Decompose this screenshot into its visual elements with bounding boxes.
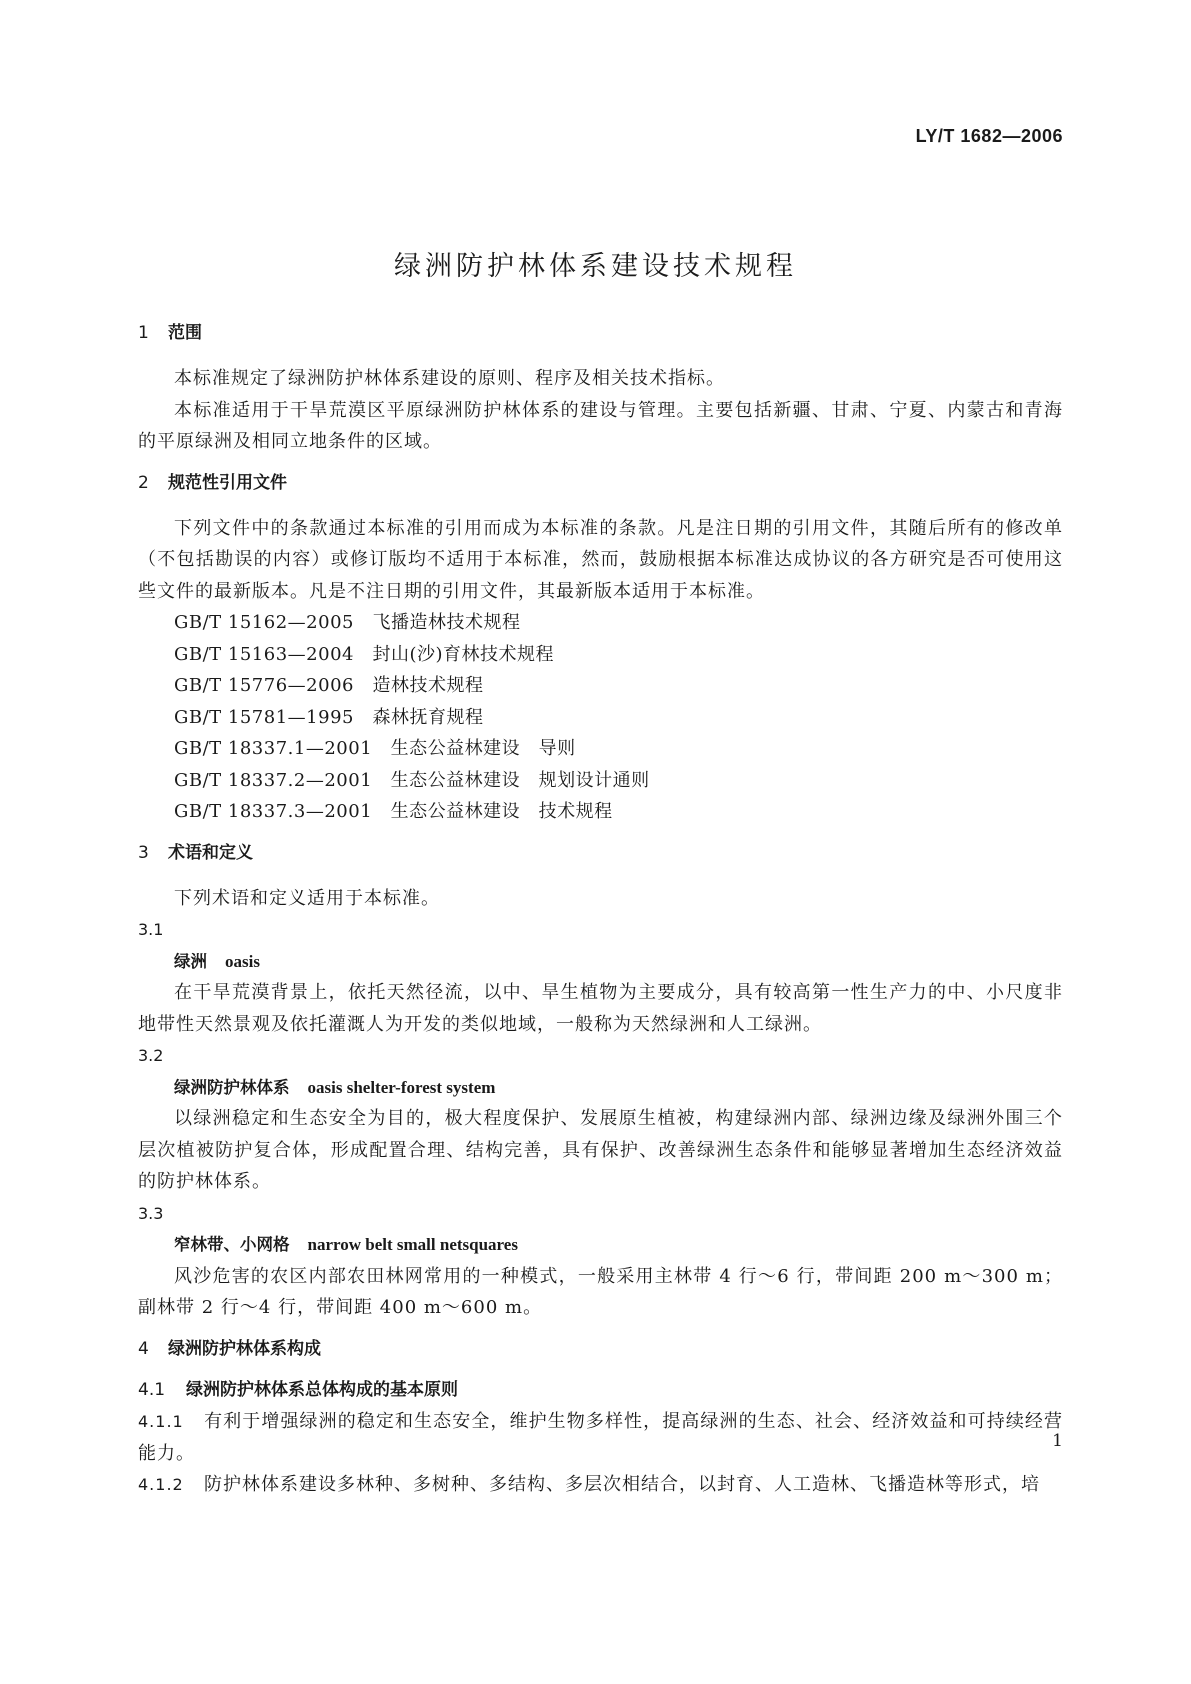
section-1-paragraph-1: 本标准规定了绿洲防护林体系建设的原则、程序及相关技术指标。 xyxy=(174,368,725,389)
reference-item xyxy=(138,670,1063,702)
clause-number: 4.1.2 xyxy=(138,1475,184,1494)
reference-title: 生态公益林建设 规划设计通则 xyxy=(390,769,650,791)
term-heading xyxy=(138,946,1063,978)
reference-item xyxy=(138,796,1063,828)
term-zh: 窄林带、小网格 xyxy=(174,1235,290,1254)
section-3-heading xyxy=(138,838,1063,869)
term-zh: 绿洲防护林体系 xyxy=(174,1077,290,1097)
term-number: 3.3 xyxy=(138,1203,164,1223)
section-title: 绿洲防护林体系构成 xyxy=(168,1338,321,1359)
clause-4-1-1 xyxy=(138,1406,1063,1469)
subsection-4-1-heading xyxy=(138,1375,1063,1407)
reference-item xyxy=(138,765,1063,797)
reference-item xyxy=(138,733,1063,765)
standard-code: LY/T 1682—2006 xyxy=(915,126,1063,146)
term-zh: 绿洲 xyxy=(174,951,207,971)
clause-text: 防护林体系建设多林种、多树种、多结构、多层次相结合，以封育、人工造林、飞播造林等形式，培 xyxy=(204,1474,1040,1495)
term-en: oasis xyxy=(225,951,260,971)
term-definition: 以绿洲稳定和生态安全为目的，极大程度保护、发展原生植被，构建绿洲内部、绿洲边缘及绿洲外围三个层次植被防护复合体，形成配置合理、结构完善，具有保护、改善绿洲生态条件和能够显著增加生态经济效益的防护林体系。 xyxy=(138,1108,1063,1192)
reference-title: 森林抚育规程 xyxy=(372,706,484,728)
reference-code: GB/T 15163—2004 xyxy=(174,643,354,665)
clause-4-1-2 xyxy=(138,1469,1063,1501)
reference-title: 封山(沙)育林技术规程 xyxy=(372,643,555,665)
subsection-title: 绿洲防护林体系总体构成的基本原则 xyxy=(186,1379,458,1400)
term-en: oasis shelter-forest system xyxy=(307,1077,496,1097)
subsection-number: 4.1 xyxy=(138,1379,166,1400)
section-title: 规范性引用文件 xyxy=(168,472,287,493)
term-heading xyxy=(138,1072,1063,1104)
section-title: 范围 xyxy=(168,323,202,343)
clause-text: 有利于增强绿洲的稳定和生态安全，维护生物多样性，提高绿洲的生态、社会、经济效益和可持续经营能力。 xyxy=(138,1411,1063,1464)
section-number: 3 xyxy=(138,842,149,863)
section-2-heading xyxy=(138,468,1063,499)
reference-title: 飞播造林技术规程 xyxy=(372,612,521,633)
term-definition: 风沙危害的农区内部农田林网常用的一种模式，一般采用主林带 4 行～6 行，带间距 200 m～300 m；副林带 2 行～4 行，带间距 400 m～600 m。 xyxy=(138,1265,1063,1318)
reference-code: GB/T 18337.2—2001 xyxy=(174,769,373,791)
reference-item xyxy=(138,639,1063,671)
reference-code: GB/T 15781—1995 xyxy=(174,706,354,728)
reference-code: GB/T 15162—2005 xyxy=(174,612,354,633)
section-1-paragraph-2: 本标准适用于干旱荒漠区平原绿洲防护林体系的建设与管理。主要包括新疆、甘肃、宁夏、内蒙古和青海的平原绿洲及相同立地条件的区域。 xyxy=(138,399,1063,452)
document-body xyxy=(138,318,1063,1501)
reference-code: GB/T 18337.3—2001 xyxy=(174,801,373,822)
section-number: 4 xyxy=(138,1338,149,1359)
term-en: narrow belt small netsquares xyxy=(307,1235,518,1254)
clause-number: 4.1.1 xyxy=(138,1412,184,1431)
section-4-heading xyxy=(138,1334,1063,1365)
section-3-intro: 下列术语和定义适用于本标准。 xyxy=(174,887,440,909)
page-number: 1 xyxy=(1052,1431,1063,1451)
term-number: 3.2 xyxy=(138,1046,164,1065)
reference-item xyxy=(138,702,1063,734)
section-number: 2 xyxy=(138,472,149,493)
term-definition: 在干旱荒漠背景上，依托天然径流，以中、旱生植物为主要成分，具有较高第一性生产力的中、小尺度非地带性天然景观及依托灌溉人为开发的类似地域，一般称为天然绿洲和人工绿洲。 xyxy=(138,982,1063,1035)
section-title: 术语和定义 xyxy=(168,842,253,863)
reference-code: GB/T 18337.1—2001 xyxy=(174,738,373,759)
section-1-heading xyxy=(138,318,1063,349)
reference-title: 造林技术规程 xyxy=(372,675,484,696)
reference-title: 生态公益林建设 技术规程 xyxy=(390,801,613,822)
reference-code: GB/T 15776—2006 xyxy=(174,675,354,696)
reference-item xyxy=(138,607,1063,639)
term-heading xyxy=(138,1229,1063,1261)
section-2-paragraph: 下列文件中的条款通过本标准的引用而成为本标准的条款。凡是注日期的引用文件，其随后所有的修改单（不包括勘误的内容）或修订版均不适用于本标准，然而，鼓励根据本标准达成协议的各方研究是否可使用这些文件的最新版本。凡是不注日期的引用文件，其最新版本适用于本标准。 xyxy=(138,517,1063,602)
reference-title: 生态公益林建设 导则 xyxy=(390,738,576,759)
section-number: 1 xyxy=(138,323,149,343)
document-title: 绿洲防护林体系建设技术规程 xyxy=(394,251,797,283)
term-number: 3.1 xyxy=(138,920,164,939)
